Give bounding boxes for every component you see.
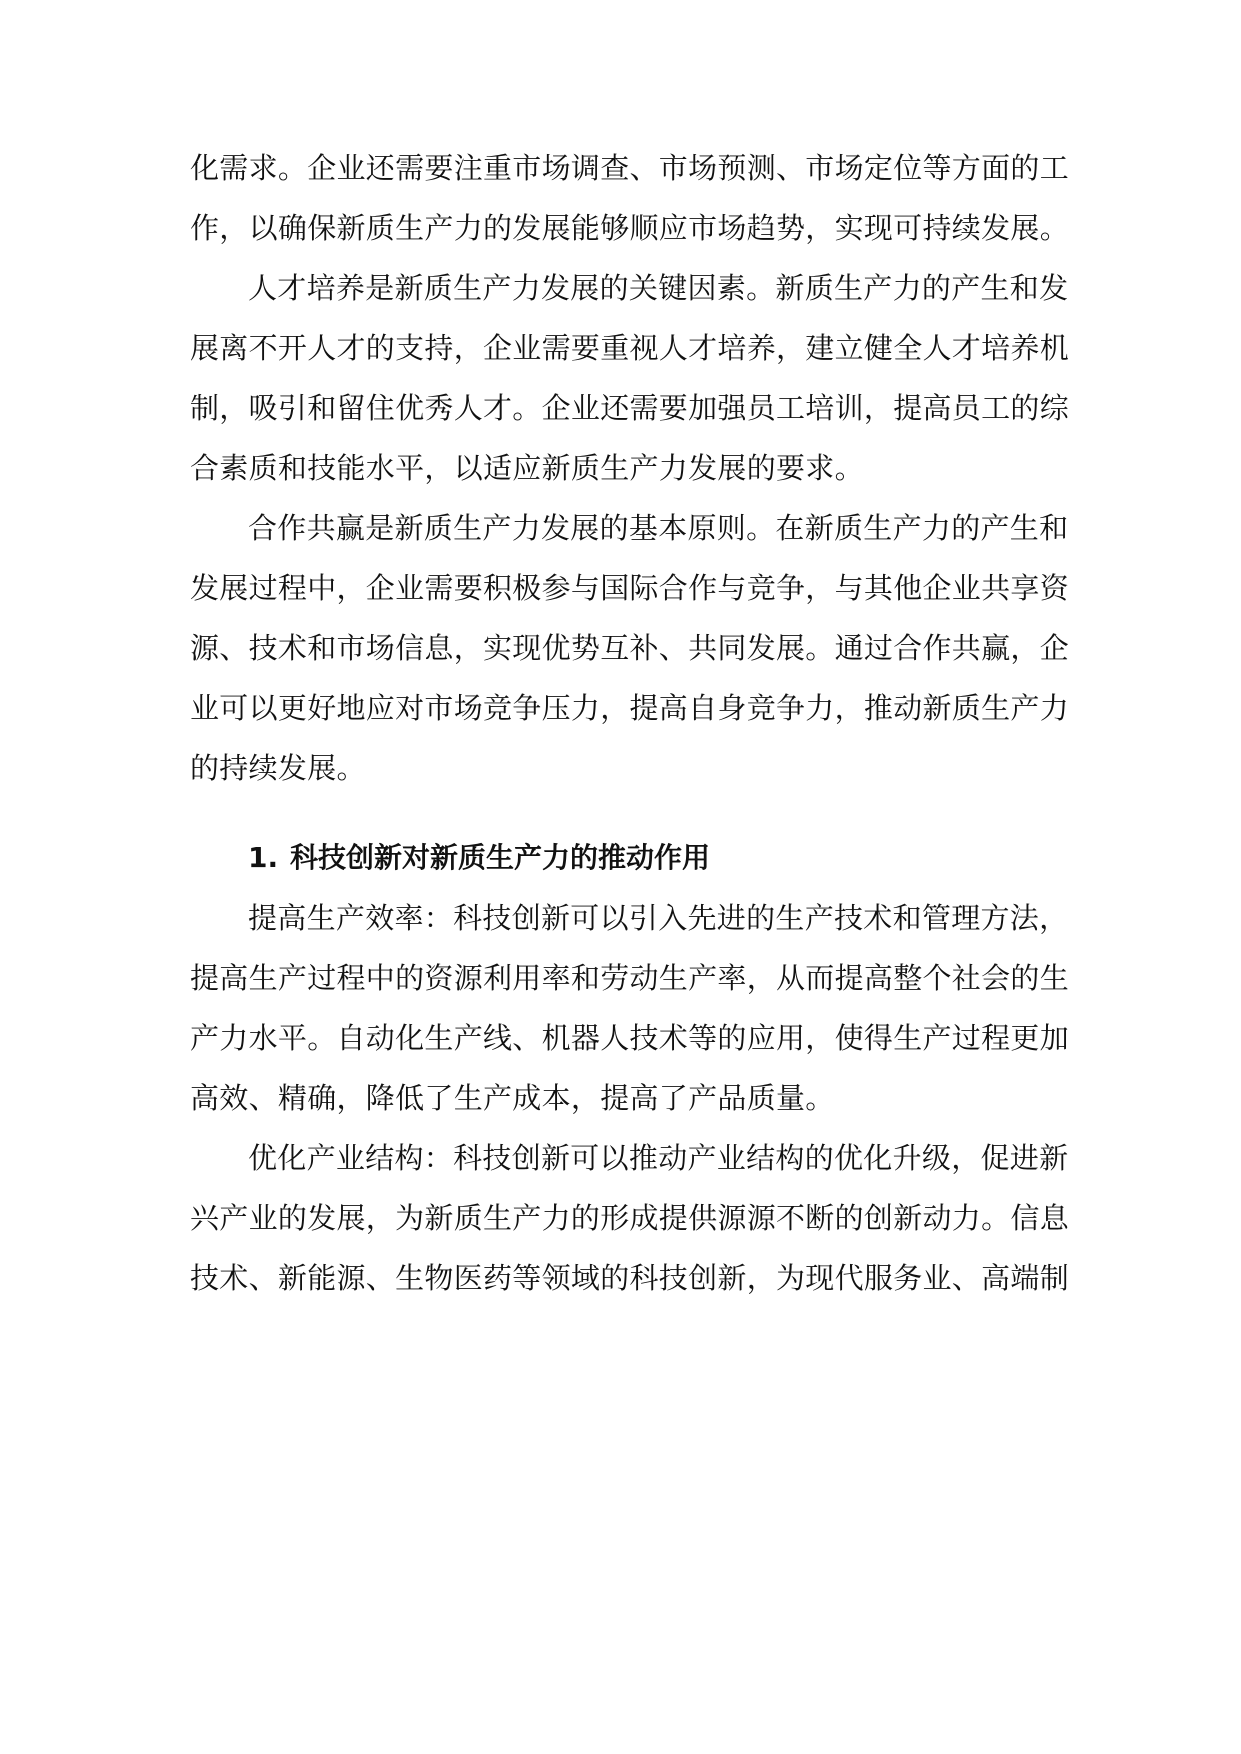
paragraph-cooperation (190, 498, 1070, 798)
section-heading (190, 828, 1060, 888)
text-line: 发展过程中，企业需要积极参与国际合作与竞争，与其他企业共享资 (190, 571, 1070, 605)
text-line: 业可以更好地应对市场竞争压力，提高自身竞争力，推动新质生产力 (190, 691, 1070, 725)
text-line: 高效、精确，降低了生产成本，提高了产品质量。 (190, 1081, 835, 1115)
text-line: 产力水平。自动化生产线、机器人技术等的应用，使得生产过程更加 (190, 1021, 1070, 1055)
text-line: 提高生产效率：科技创新可以引入先进的生产技术和管理方法， (248, 901, 1069, 935)
text-line: 人才培养是新质生产力发展的关键因素。新质生产力的产生和发 (248, 271, 1069, 305)
text-line: 优化产业结构：科技创新可以推动产业结构的优化升级，促进新 (248, 1141, 1069, 1175)
heading-text: 科技创新对新质生产力的推动作用 (290, 841, 711, 874)
text-line: 兴产业的发展，为新质生产力的形成提供源源不断的创新动力。信息 (190, 1201, 1070, 1235)
text-line: 展离不开人才的支持，企业需要重视人才培养，建立健全人才培养机 (190, 331, 1070, 365)
text-line: 制，吸引和留住优秀人才。企业还需要加强员工培训，提高员工的综 (190, 391, 1070, 425)
paragraph-market (190, 138, 1070, 258)
document-page (190, 138, 1070, 1308)
text-line: 化需求。企业还需要注重市场调查、市场预测、市场定位等方面的工 (190, 151, 1070, 185)
heading-number: 1. (248, 841, 279, 874)
text-line: 技术、新能源、生物医药等领域的科技创新，为现代服务业、高端制 (190, 1261, 1070, 1295)
text-line: 源、技术和市场信息，实现优势互补、共同发展。通过合作共赢，企 (190, 631, 1070, 665)
spacer (190, 798, 1060, 828)
text-line: 作，以确保新质生产力的发展能够顺应市场趋势，实现可持续发展。 (190, 211, 1070, 245)
paragraph-industry (190, 1128, 1070, 1308)
text-line: 的持续发展。 (190, 751, 366, 785)
text-line: 提高生产过程中的资源利用率和劳动生产率，从而提高整个社会的生 (190, 961, 1070, 995)
paragraph-talent (190, 258, 1070, 498)
text-line: 合作共赢是新质生产力发展的基本原则。在新质生产力的产生和 (248, 511, 1069, 545)
text-line: 合素质和技能水平，以适应新质生产力发展的要求。 (190, 451, 864, 485)
paragraph-efficiency (190, 888, 1070, 1128)
